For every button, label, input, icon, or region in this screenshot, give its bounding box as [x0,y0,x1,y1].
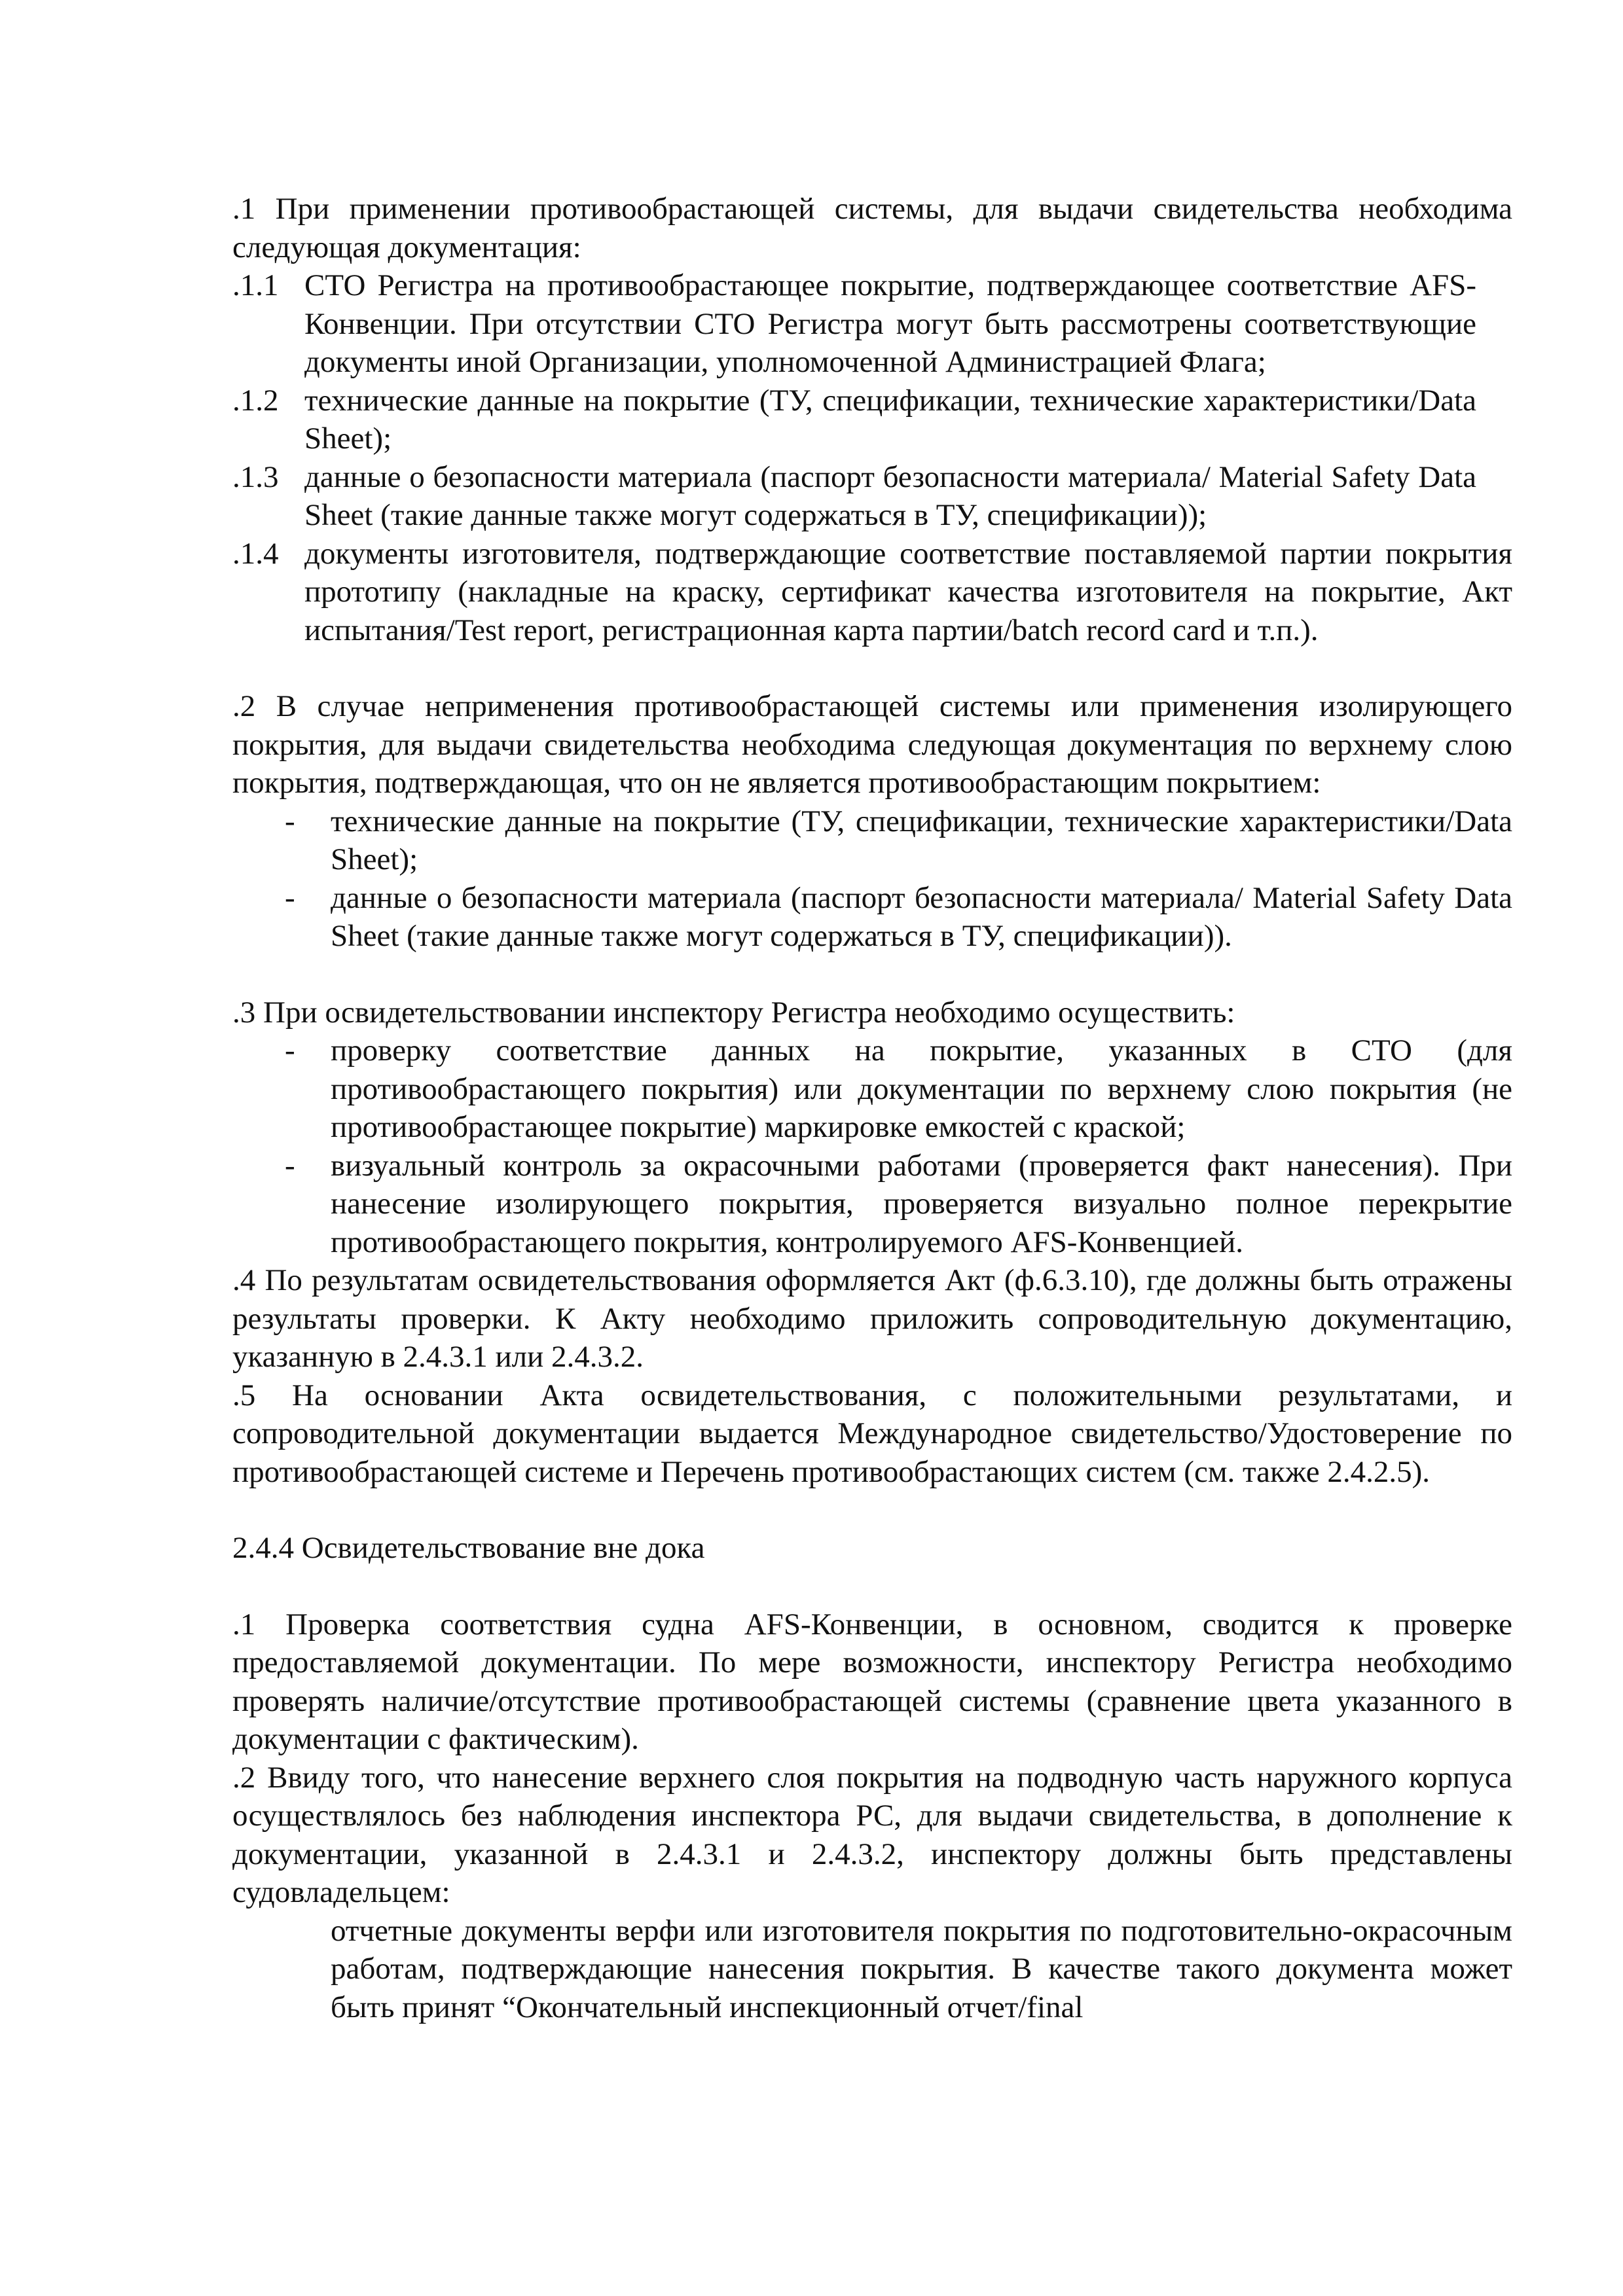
bullet-item [232,1147,1512,1262]
paragraph-1: .1 При применении противообрастающей системы, для выдачи свидетельства необходима следующая документация: [232,192,1512,264]
spacer [232,1568,1512,1605]
paragraph-6: .1 Проверка соответствия судна AFS-Конвенции, в основном, сводится к проверке предоставляемой документации. По мере возможности, инспектору Регистра необходимо проверять наличие/отсутствие противообрастающей системы (сравнение цвета указанного в документации с фактическим). [232,1607,1512,1756]
item-number: .1.3 [232,459,279,494]
bullet-text: проверку соответствие данных на покрытие, указанных в СТО (для противообрастающего покрытия) или документации по верхнему слою покрытия (не противообрастающее покрытие) маркировке емкостей с краской; [331,1033,1512,1144]
item-number: .1.4 [232,536,279,571]
bullet-item [232,1031,1512,1147]
paragraph-5: .5 На основании Акта освидетельствования, с положительными результатами, и сопроводительной документации выдается Международное свидетельство/Удостоверение по противообрастающей системе и Перечень противообрастающих систем (см. также 2.4.2.5). [232,1378,1512,1489]
bullet-text: визуальный контроль за окрасочными работами (проверяется факт нанесения). При нанесение изолирующего покрытия, проверяется визуально полное перекрытие противообрастающего покрытия, контролируемого AFS-Конвенцией. [331,1148,1512,1259]
list-item [232,266,1476,382]
bullet-dash: - [285,1148,295,1183]
paragraph-2: .2 В случае неприменения противообрастающей системы или применения изолирующего покрытия, для выдачи свидетельства необходима следующая документация по верхнему слою покрытия, подтверждающая, что он не является противообрастающим покрытием: [232,689,1512,800]
list-item [232,535,1512,650]
bullet-dash: - [285,1033,295,1067]
paragraph-7: .2 Ввиду того, что нанесение верхнего слоя покрытия на подводную часть наружного корпуса осуществлялось без наблюдения инспектора РС, для выдачи свидетельства, в дополнение к документации, указанной в 2.4.3.1 и 2.4.3.2, инспектору должны быть представлены судовладельцем: [232,1760,1512,1909]
bullet-dash: - [285,880,295,915]
spacer [232,1491,1512,1529]
section-heading: 2.4.4 Освидетельствование вне дока [232,1531,705,1565]
bullet-text: технические данные на покрытие (ТУ, спецификации, технические характеристики/Data Sheet); [331,804,1512,876]
list-item [232,382,1476,458]
item-text: технические данные на покрытие (ТУ, спецификации, технические характеристики/Data Sheet); [304,383,1476,456]
paragraph-4: .4 По результатам освидетельствования оформляется Акт (ф.6.3.10), где должны быть отражены результаты проверки. К Акту необходимо приложить сопроводительную документацию, указанную в 2.4.3.1 или 2.4.3.2. [232,1263,1512,1374]
indented-paragraph: отчетные документы верфи или изготовителя покрытия по подготовительно-окрасочным работам, подтверждающие нанесения покрытия. В качестве такого документа может быть принят “Окончательный инспекционный отчет/final [331,1913,1512,2024]
item-number: .1.1 [232,268,279,302]
spacer [232,956,1512,994]
bullet-item [232,802,1512,879]
item-text: СТО Регистра на противообрастающее покрытие, подтверждающее соответствие AFS-Конвенции. При отсутствии СТО Регистра могут быть рассмотрены соответствующие документы иной Организации, уполномоченной Администрацией Флага; [304,268,1476,379]
item-text: документы изготовителя, подтверждающие соответствие поставляемой партии покрытия прототипу (накладные на краску, сертификат качества изготовителя на покрытие, Акт испытания/Test report, регистрационная карта партии/batch record card и т.п.). [304,536,1512,647]
spacer [232,649,1512,687]
bullet-text: данные о безопасности материала (паспорт безопасности материала/ Material Safety Data Sheet (такие данные также могут содержаться в ТУ, спецификации)). [331,880,1512,953]
paragraph-3: .3 При освидетельствовании инспектору Регистра необходимо осуществить: [232,995,1235,1030]
bullet-dash: - [285,804,295,838]
list-item [232,458,1476,535]
item-number: .1.2 [232,383,279,418]
document-body [232,190,1512,2026]
bullet-item [232,879,1512,956]
item-text: данные о безопасности материала (паспорт безопасности материала/ Material Safety Data Sheet (такие данные также могут содержаться в ТУ, спецификации)); [304,459,1476,532]
